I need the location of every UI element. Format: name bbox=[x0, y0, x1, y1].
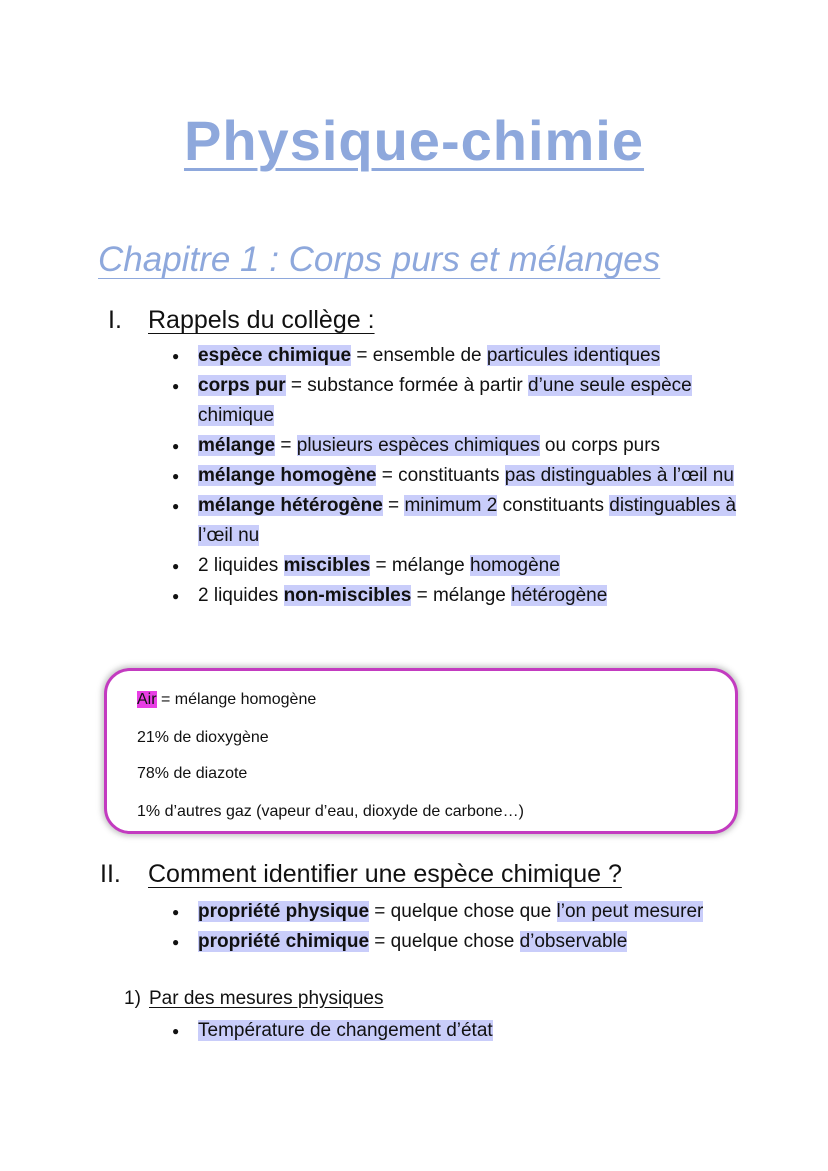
section-number: II. bbox=[100, 860, 121, 888]
rappels-list bbox=[198, 341, 738, 611]
list-item bbox=[198, 551, 738, 581]
item-text: Température de changement d’état bbox=[198, 1020, 493, 1041]
definition: hétérogène bbox=[511, 585, 608, 606]
list-item bbox=[198, 431, 738, 461]
definition: distinguables à l’œil nu bbox=[198, 495, 737, 546]
rest-text: ou corps purs bbox=[539, 435, 661, 456]
prefix-text: 2 liquides bbox=[198, 585, 284, 606]
list-item bbox=[198, 341, 738, 371]
prefix-text: 2 liquides bbox=[198, 555, 284, 576]
subsection-heading bbox=[124, 988, 383, 1010]
subsection-number: 1) bbox=[124, 988, 141, 1009]
section-heading-1 bbox=[108, 306, 375, 335]
section-heading-2 bbox=[100, 860, 622, 889]
definition: d’une seule espèce chimique bbox=[198, 375, 692, 426]
term: mélange bbox=[198, 435, 276, 456]
equals-text: = mélange bbox=[411, 585, 512, 606]
air-line bbox=[137, 691, 316, 709]
properties-list bbox=[198, 897, 738, 957]
term: non-miscibles bbox=[283, 585, 412, 606]
equals-text: = ensemble de bbox=[351, 345, 487, 366]
air-definition: = mélange homogène bbox=[156, 691, 317, 708]
rest-text: constituants bbox=[497, 495, 610, 516]
equals-text: = bbox=[275, 435, 297, 456]
definition: pas distinguables à l’œil nu bbox=[504, 465, 734, 486]
chapter-title: Chapitre 1 : Corps purs et mélanges bbox=[98, 240, 661, 279]
page-title: Physique-chimie bbox=[183, 109, 645, 172]
composition-line: 1% d’autres gaz (vapeur d’eau, dioxyde de carbone…) bbox=[137, 803, 524, 820]
term: propriété physique bbox=[198, 901, 370, 922]
equals-text: = bbox=[382, 495, 405, 516]
equals-text: = constituants bbox=[376, 465, 505, 486]
definition: homogène bbox=[470, 555, 560, 576]
composition-line: 21% de dioxygène bbox=[137, 729, 269, 746]
section-number: I. bbox=[108, 306, 122, 334]
air-composition-box bbox=[104, 668, 738, 834]
equals-text: = mélange bbox=[370, 555, 470, 576]
definition: l’on peut mesurer bbox=[556, 901, 704, 922]
term: propriété chimique bbox=[198, 931, 370, 952]
definition: d’observable bbox=[519, 931, 628, 952]
list-item bbox=[198, 461, 738, 491]
definition: plusieurs espèces chimiques bbox=[296, 435, 540, 456]
list-item bbox=[198, 897, 738, 927]
definition: minimum 2 bbox=[404, 495, 498, 516]
definition: particules identiques bbox=[486, 345, 661, 366]
list-item bbox=[198, 371, 738, 431]
list-item bbox=[198, 1016, 738, 1046]
list-item bbox=[198, 581, 738, 611]
equals-text: = substance formée à partir bbox=[285, 375, 528, 396]
section-heading-text: Comment identifier une espèce chimique ? bbox=[148, 860, 622, 888]
equals-text: = quelque chose que bbox=[369, 901, 557, 922]
subsection-heading-text: Par des mesures physiques bbox=[149, 988, 384, 1009]
list-item bbox=[198, 927, 738, 957]
term: espèce chimique bbox=[198, 345, 352, 366]
term: mélange homogène bbox=[198, 465, 377, 486]
mesures-list bbox=[198, 1016, 738, 1046]
term: corps pur bbox=[198, 375, 286, 396]
air-label: Air bbox=[137, 691, 157, 708]
term: mélange hétérogène bbox=[198, 495, 383, 516]
list-item bbox=[198, 491, 738, 551]
term: miscibles bbox=[283, 555, 371, 576]
section-heading-text: Rappels du collège : bbox=[148, 306, 375, 334]
composition-line: 78% de diazote bbox=[137, 765, 248, 782]
equals-text: = quelque chose bbox=[369, 931, 520, 952]
